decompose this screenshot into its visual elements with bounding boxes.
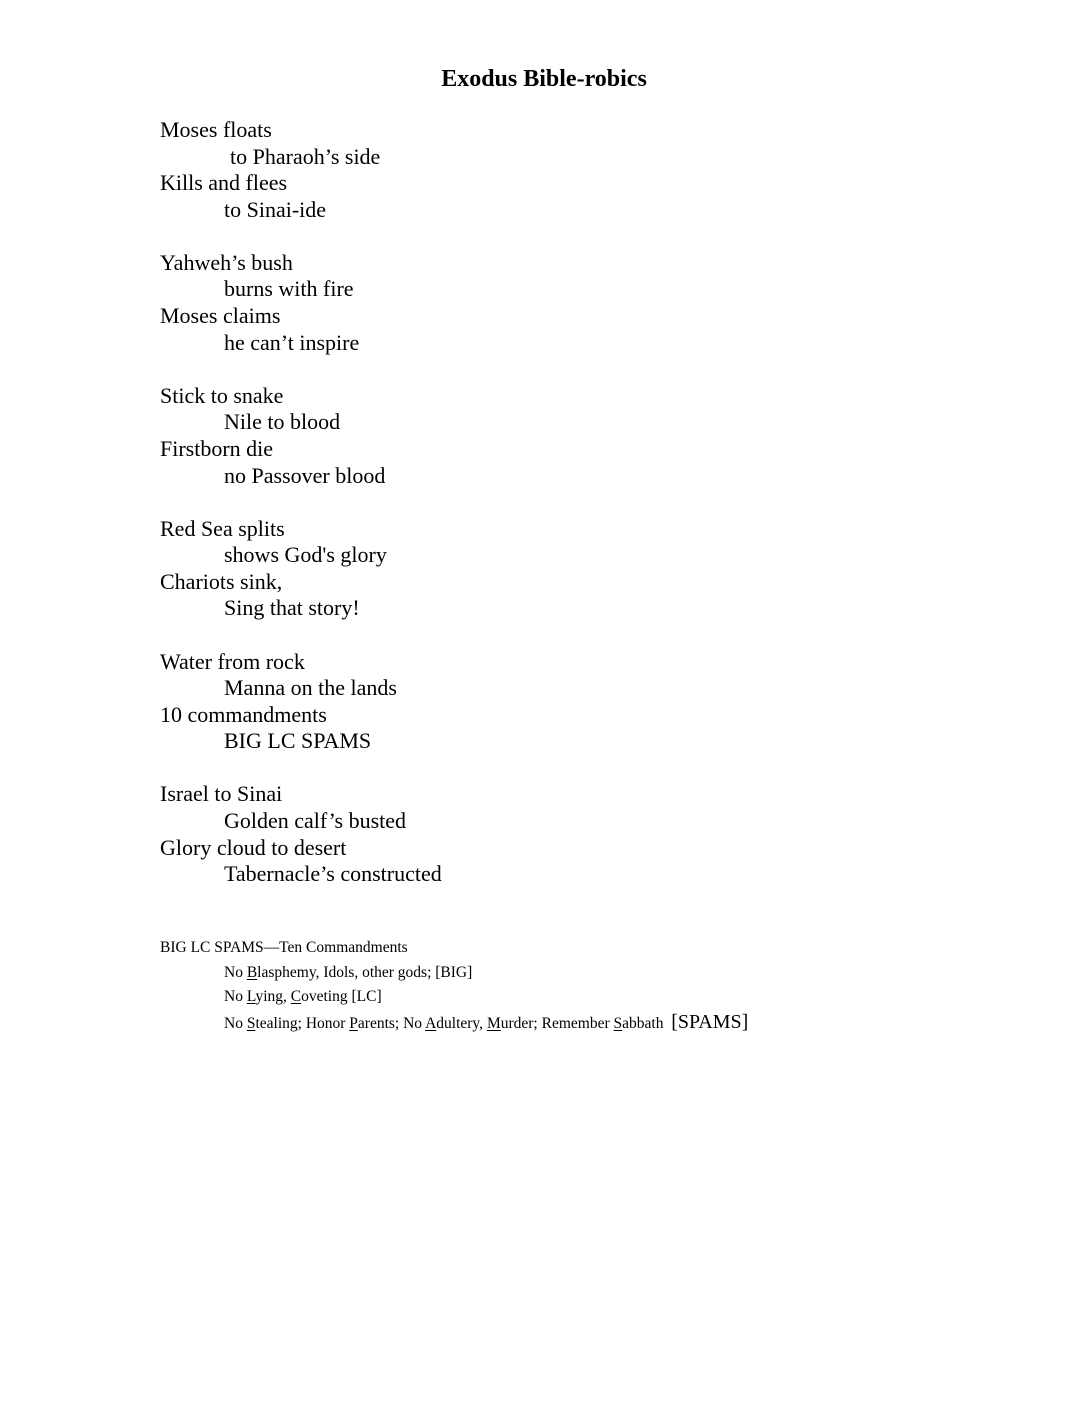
poem-line: he can’t inspire [224, 329, 360, 355]
poem-line: Firstborn die [160, 435, 274, 461]
poem-line: Water from rock [160, 648, 305, 674]
poem-line: Red Sea splits [160, 515, 285, 541]
poem-line: to Sinai-ide [224, 196, 327, 222]
note-line-spams: No Stealing; Honor Parents; No Adultery, Murder; Remember Sabbath [SPAMS] [224, 1010, 749, 1033]
stanza [160, 250, 442, 356]
poem-line: Sing that story! [224, 595, 360, 621]
poem-line: Golden calf’s busted [224, 807, 407, 833]
poem-line: Nile to blood [224, 409, 341, 435]
poem-line: shows God's glory [224, 542, 387, 568]
stanza [160, 383, 442, 489]
note-line-lc: No Lying, Coveting [LC] [224, 988, 382, 1005]
poem-line: Moses floats [160, 117, 272, 142]
stanza [160, 516, 442, 622]
poem-line: Glory cloud to desert [160, 834, 347, 860]
poem-line: burns with fire [224, 276, 354, 302]
poem-line: no Passover blood [224, 462, 386, 488]
poem-line: Israel to Sinai [160, 781, 283, 807]
stanza [160, 649, 442, 755]
poem-line: to Pharaoh’s side [230, 143, 381, 169]
page-title: Exodus Bible-robics [441, 66, 647, 92]
note-line-big: No Blasphemy, Idols, other gods; [BIG] [224, 963, 473, 981]
poem [160, 117, 442, 914]
poem-line: Tabernacle’s constructed [224, 861, 442, 887]
stanza [160, 781, 442, 887]
poem-line: Chariots sink, [160, 568, 283, 594]
poem-line: Manna on the lands [224, 675, 397, 701]
poem-line: BIG LC SPAMS [224, 728, 372, 754]
poem-line: Kills and flees [160, 170, 288, 196]
poem-line: Stick to snake [160, 382, 284, 408]
poem-line: 10 commandments [160, 701, 327, 727]
poem-line: Moses claims [160, 303, 281, 329]
poem-line: Yahweh’s bush [160, 249, 293, 275]
mnemonic-note [160, 936, 748, 1034]
stanza [160, 117, 442, 223]
note-heading: BIG LC SPAMS—Ten Commandments [160, 939, 408, 956]
